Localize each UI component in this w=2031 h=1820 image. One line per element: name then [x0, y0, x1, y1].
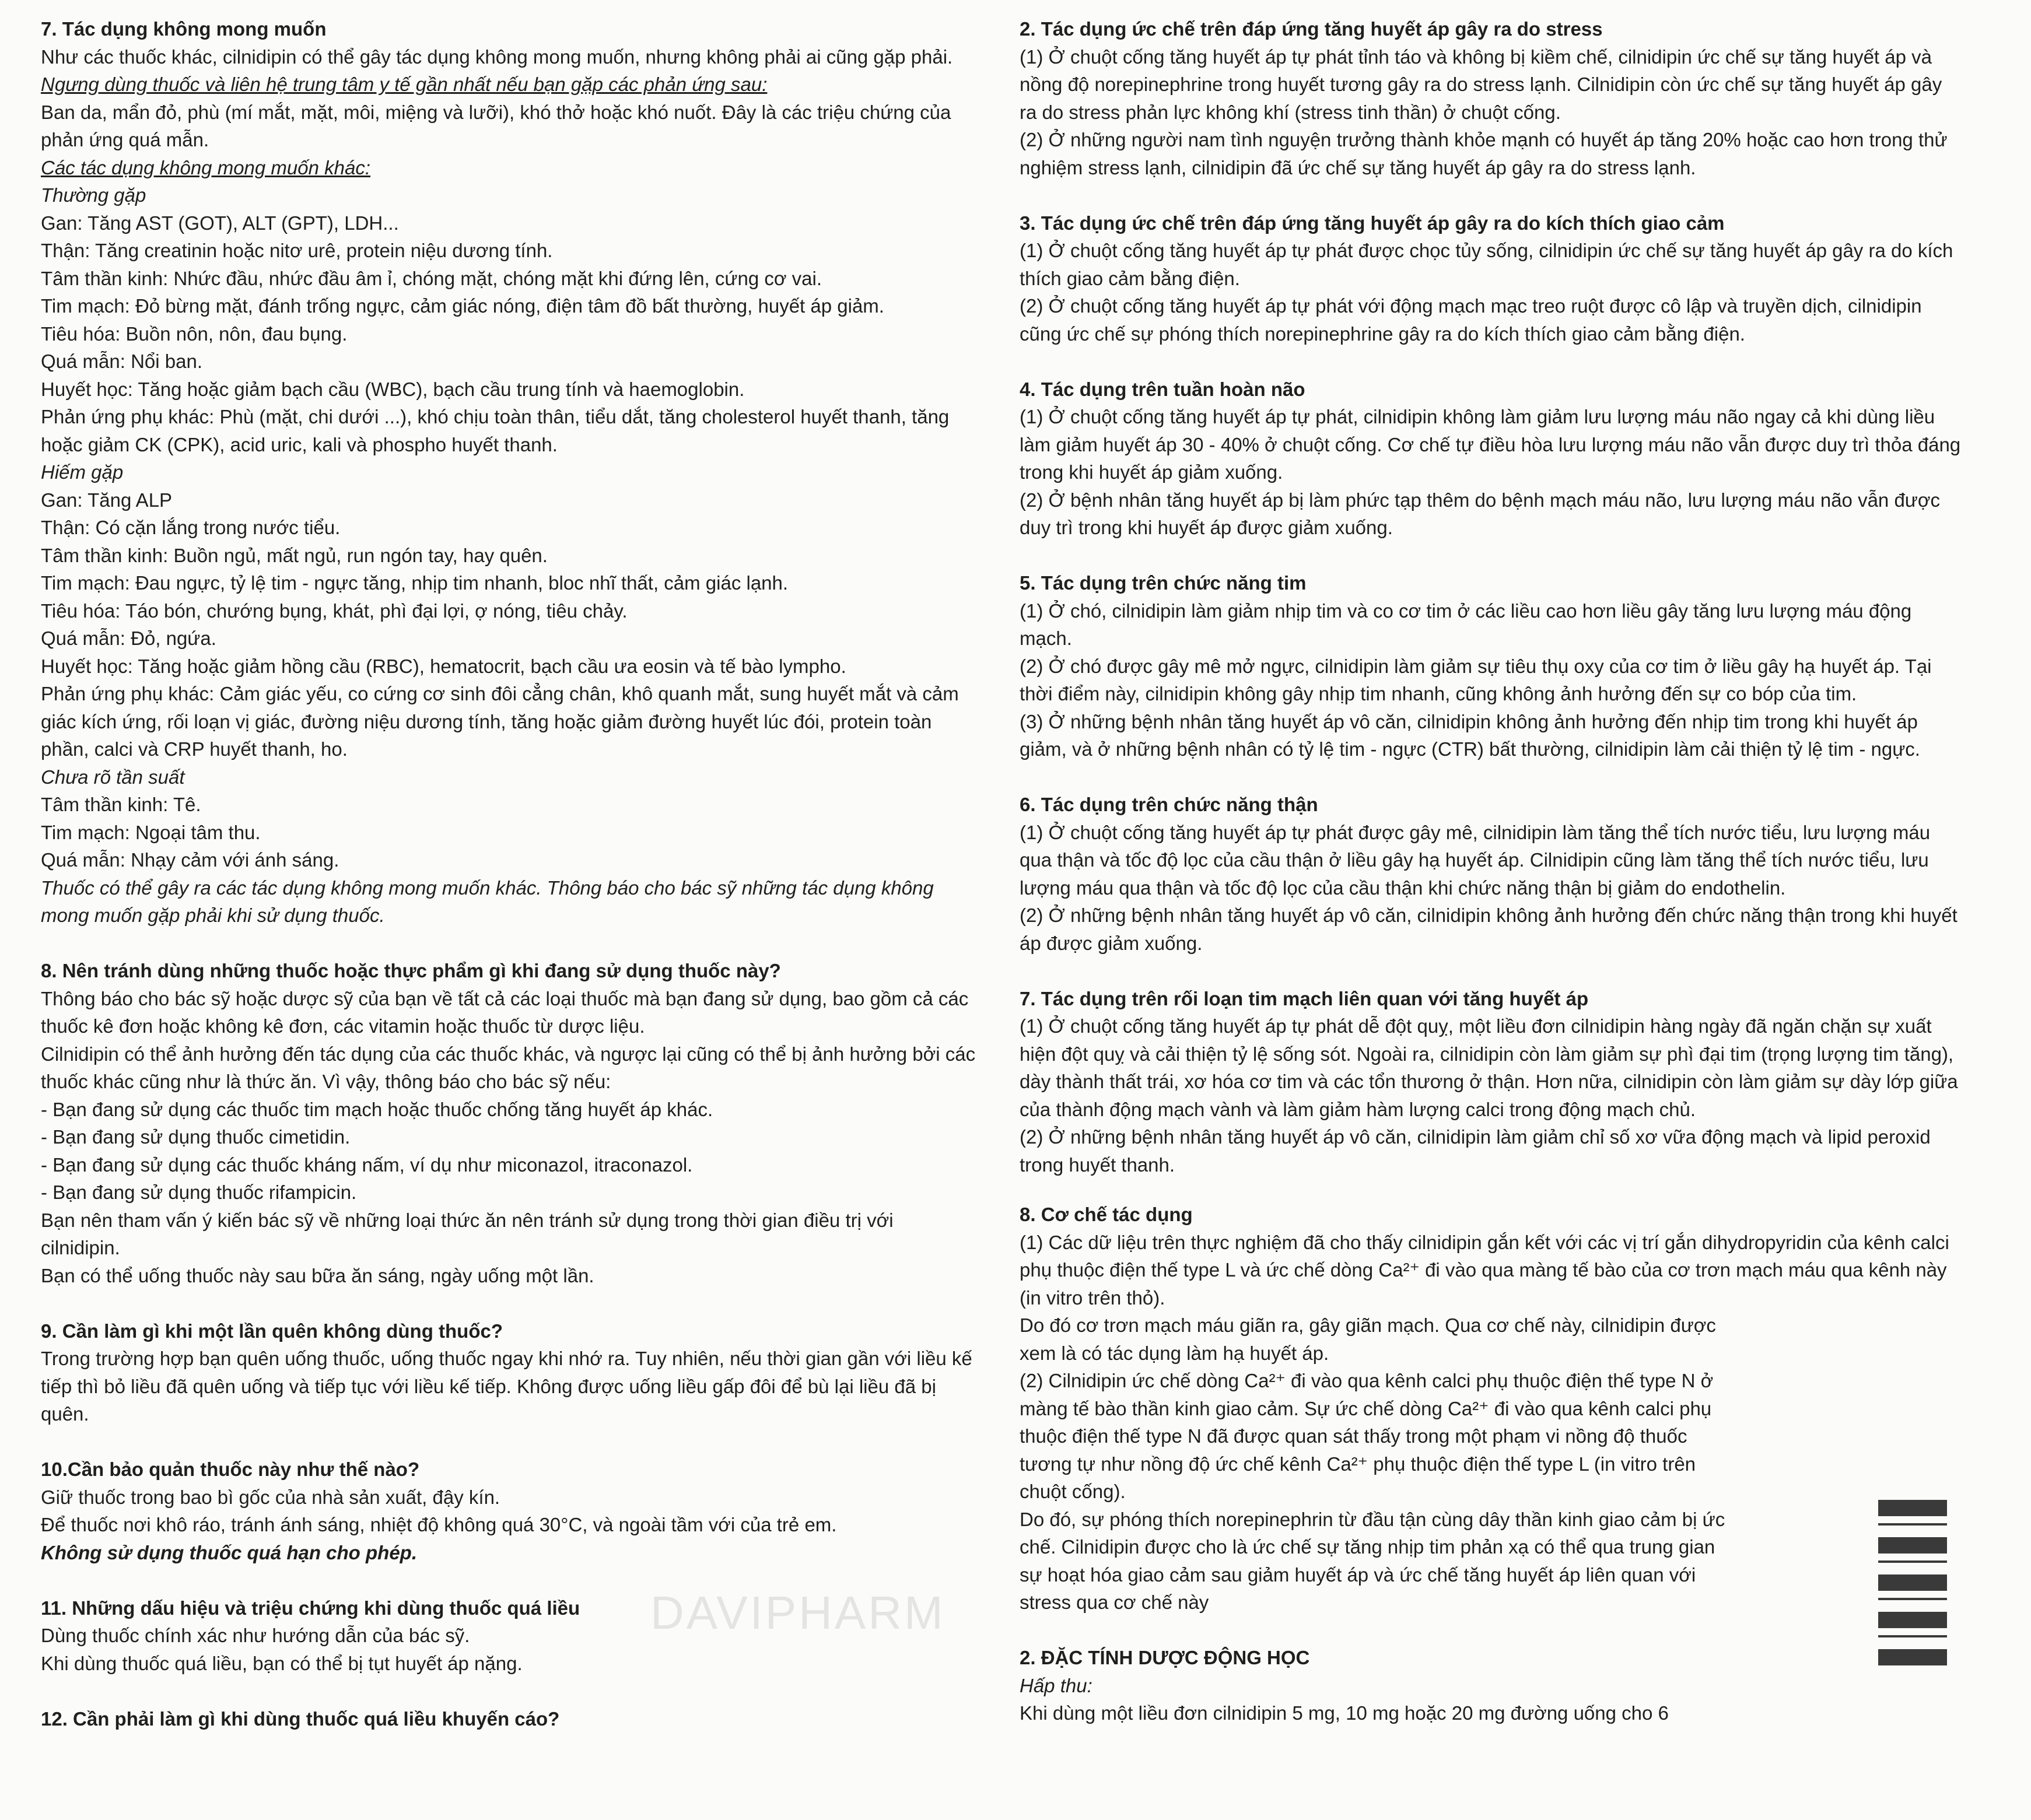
davipharm-watermark: DAVIPHARM — [650, 1587, 946, 1639]
underlined-subheading: Các tác dụng không mong muốn khác: — [41, 156, 371, 178]
bar-mark — [1878, 1598, 1947, 1600]
italic-subheading: Thường gặp — [41, 184, 146, 206]
paragraph: (1) Các dữ liệu trên thực nghiệm đã cho thấy cilnidipin gắn kết với các vị trí gắn dihydropyridin của kênh calci phụ thuộc điện thế type L và ức chế dòng Ca²⁺ đi vào qua màng tế bào của cơ trơn mạch máu qua kênh này (in vitro trên thỏ). — [1020, 1231, 1949, 1309]
section-heading: 12. Cần phải làm gì khi dùng thuốc quá liều khuyến cáo? — [41, 1707, 560, 1730]
paragraph: Gan: Tăng ALP — [41, 489, 173, 511]
paragraph: Phản ứng phụ khác: Phù (mặt, chi dưới ...), khó chịu toàn thân, tiểu dắt, tăng cholesterol huyết thanh, tăng hoặc giảm CK (CPK), acid uric, kali và phospho huyết thanh. — [41, 406, 950, 455]
underlined-subheading: Ngưng dùng thuốc và liên hệ trung tâm y tế gần nhất nếu bạn gặp các phản ứng sau: — [41, 73, 768, 95]
paragraph: Cilnidipin có thể ảnh hưởng đến tác dụng của các thuốc khác, và ngược lại cũng có thể bị ảnh hưởng bởi các thuốc khác cũng như là thức ăn. Vì vậy, thông báo cho bác sỹ nếu: — [41, 1043, 976, 1092]
section-heading: 6. Tác dụng trên chức năng thận — [1020, 794, 1318, 815]
paragraph: (2) Ở chuột cống tăng huyết áp tự phát với động mạch mạc treo ruột được cô lập và truyền dịch, cilnidipin cũng ức chế sự phóng thích norepinephrine gây ra do kích thích giao cảm bằng điện. — [1020, 295, 1922, 345]
paragraph: Tâm thần kinh: Tê. — [41, 794, 201, 815]
section-heading: 8. Nên tránh dùng những thuốc hoặc thực phẩm gì khi đang sử dụng thuốc này? — [41, 960, 781, 981]
section-heading: 7. Tác dụng không mong muốn — [41, 18, 327, 40]
paragraph: Quá mẫn: Nhạy cảm với ánh sáng. — [41, 849, 339, 871]
section-heading: 5. Tác dụng trên chức năng tim — [1020, 572, 1307, 594]
paragraph: Thận: Có cặn lắng trong nước tiểu. — [41, 517, 341, 538]
paragraph: Phản ứng phụ khác: Cảm giác yếu, co cứng cơ sinh đôi cẳng chân, khô quanh mắt, sung huyết mắt và cảm giác kích ứng, rối loạn vị giác, đường niệu dương tính, tăng hoặc giảm đường huyết lúc đói, protein toàn phần, calci và CRP huyết thanh, ho. — [41, 683, 959, 760]
section-heading: 7. Tác dụng trên rối loạn tim mạch liên quan với tăng huyết áp — [1020, 987, 1589, 1009]
bar-mark — [1878, 1560, 1947, 1563]
paragraph: - Bạn đang sử dụng các thuốc kháng nấm, ví dụ như miconazol, itraconazol. — [41, 1153, 693, 1176]
bar-mark — [1878, 1574, 1947, 1591]
section-heading: 8. Cơ chế tác dụng — [1020, 1204, 1193, 1225]
section-heading: 2. Tác dụng ức chế trên đáp ứng tăng huyết áp gây ra do stress — [1020, 18, 1603, 40]
italic-subheading: Thuốc có thể gây ra các tác dụng không mong muốn khác. Thông báo cho bác sỹ những tác dụng không mong muốn gặp phải khi sử dụng thuốc. — [41, 876, 934, 926]
bar-mark — [1878, 1635, 1947, 1637]
italic-subheading: Chưa rõ tần suất — [41, 766, 185, 788]
bar-mark — [1878, 1649, 1947, 1665]
paragraph: Tiêu hóa: Buồn nôn, nôn, đau bụng. — [41, 322, 348, 345]
section-heading: 10.Cần bảo quản thuốc này như thế nào? — [41, 1458, 420, 1480]
paragraph: Tâm thần kinh: Buồn ngủ, mất ngủ, run ngón tay, hay quên. — [41, 544, 548, 566]
paragraph: Bạn nên tham vấn ý kiến bác sỹ về những loại thức ăn nên tránh sử dụng trong thời gian điều trị với cilnidipin. — [41, 1209, 894, 1258]
paragraph: - Bạn đang sử dụng thuốc cimetidin. — [41, 1126, 351, 1148]
section-heading: 11. Những dấu hiệu và triệu chứng khi dùng thuốc quá liều — [41, 1597, 580, 1619]
spacer — [1020, 542, 1962, 570]
italic-subheading: Hấp thu: — [1020, 1674, 1092, 1696]
paragraph: Huyết học: Tăng hoặc giảm hồng cầu (RBC), hematocrit, bạch cầu ưa eosin và tế bào lympho. — [41, 655, 846, 677]
spacer — [41, 1677, 977, 1705]
spacer — [41, 1428, 977, 1456]
paragraph: (1) Ở chuột cống tăng huyết áp tự phát dễ đột quỵ, một liều đơn cilnidipin hàng ngày đã ngăn chặn sự xuất hiện đột quỵ và cải thiện tỷ lệ sống sót. Ngoài ra, cilnidipin còn làm giảm sự phì đại tim (trọng lượng tim tăng), dày thành thất trái, xơ hóa cơ tim và các tổn thương ở thận. Hơn nữa, cilnidipin còn làm giảm sự dày lớp giữa của thành động mạch vành và làm giảm hàm lượng calci trong động mạch chủ. — [1020, 1015, 1958, 1120]
paragraph: Bạn có thể uống thuốc này sau bữa ăn sáng, ngày uống một lần. — [41, 1264, 594, 1286]
warning-text: Không sử dụng thuốc quá hạn cho phép. — [41, 1541, 417, 1563]
paragraph: Tim mạch: Ngoại tâm thu. — [41, 821, 261, 843]
paragraph: Do đó cơ trơn mạch máu giãn ra, gây giãn mạch. Qua cơ chế này, cilnidipin được xem là có tác dụng làm hạ huyết áp. — [1020, 1314, 1716, 1364]
paragraph: Thận: Tăng creatinin hoặc nitơ urê, protein niệu dương tính. — [41, 240, 553, 261]
paragraph: Như các thuốc khác, cilnidipin có thể gây tác dụng không mong muốn, nhưng không phải ai cũng gặp phải. — [41, 45, 953, 68]
paragraph: (1) Ở chuột cống tăng huyết áp tự phát được gây mê, cilnidipin làm tăng thể tích nước tiểu, lưu lượng máu qua thận và tốc độ lọc của cầu thận ở liều gây hạ huyết áp. Cilnidipin cũng làm tăng thể tích nước tiểu, lưu lượng máu qua thận và tốc độ lọc của cầu thận khi chức năng thận bị giảm do endothelin. — [1020, 821, 1931, 899]
barcode-marks — [1878, 1500, 1947, 1672]
paragraph: (2) Cilnidipin ức chế dòng Ca²⁺ đi vào qua kênh calci phụ thuộc điện thế type N ở màng tế bào thần kinh giao cảm. Sự ức chế dòng Ca²⁺ đi vào qua kênh calci phụ thuộc điện thế type N đã được quan sát thấy trong một phạm vi nồng độ thuốc tương tự như nồng độ ức chế kênh Ca²⁺ phụ thuộc điện thế type L (in vitro trên chuột cống). — [1020, 1370, 1714, 1502]
bar-mark — [1878, 1500, 1947, 1516]
paragraph: (2) Ở những bệnh nhân tăng huyết áp vô căn, cilnidipin làm giảm chỉ số xơ vữa động mạch và lipid peroxid trong huyết thanh. — [1020, 1126, 1931, 1176]
right-column — [1020, 15, 1962, 1727]
paragraph: Ban da, mẩn đỏ, phù (mí mắt, mặt, môi, miệng và lưỡi), khó thở hoặc khó nuốt. Đây là các triệu chứng của phản ứng quá mẫn. — [41, 101, 951, 150]
paragraph: (1) Ở chó, cilnidipin làm giảm nhịp tim và co cơ tim ở các liều cao hơn liều gây tăng lưu lượng máu động mạch. — [1020, 599, 1912, 649]
paragraph: Huyết học: Tăng hoặc giảm bạch cầu (WBC), bạch cầu trung tính và haemoglobin. — [41, 378, 745, 400]
paragraph: Để thuốc nơi khô ráo, tránh ánh sáng, nhiệt độ không quá 30°C, và ngoài tầm với của trẻ em. — [41, 1514, 837, 1535]
spacer — [1020, 1616, 1962, 1644]
section-heading: 3. Tác dụng ức chế trên đáp ứng tăng huyết áp gây ra do kích thích giao cảm — [1020, 212, 1725, 234]
paragraph: (1) Ở chuột cống tăng huyết áp tự phát, cilnidipin không làm giảm lưu lượng máu não ngay cả khi dùng liều làm giảm huyết áp 30 - 40% ở chuột cống. Cơ chế tự điều hòa lưu lượng máu não vẫn được duy trì thỏa đáng trong khi huyết áp giảm xuống. — [1020, 406, 1961, 483]
paragraph: Tâm thần kinh: Nhức đầu, nhức đầu âm ỉ, chóng mặt, chóng mặt khi đứng lên, cứng cơ vai. — [41, 267, 822, 289]
paragraph: Tim mạch: Đau ngực, tỷ lệ tim - ngực tăng, nhịp tim nhanh, bloc nhĩ thất, cảm giác lạnh. — [41, 572, 789, 594]
paragraph: (2) Ở những bệnh nhân tăng huyết áp vô căn, cilnidipin không ảnh hưởng đến chức năng thận trong khi huyết áp được giảm xuống. — [1020, 904, 1958, 954]
spacer — [1020, 181, 1962, 209]
paragraph: Tiêu hóa: Táo bón, chướng bụng, khát, phì đại lợi, ợ nóng, tiêu chảy. — [41, 599, 628, 622]
paragraph: (2) Ở những người nam tình nguyện trưởng thành khỏe mạnh có huyết áp tăng 20% hoặc cao hơn trong thử nghiệm stress lạnh, cilnidipin đã ức chế sự tăng huyết áp gây ra do stress lạnh. — [1020, 129, 1948, 178]
spacer — [41, 1289, 977, 1317]
section-heading: 9. Cần làm gì khi một lần quên không dùng thuốc? — [41, 1320, 503, 1342]
section-heading: 4. Tác dụng trên tuần hoàn não — [1020, 378, 1305, 400]
left-column — [41, 15, 977, 1733]
spacer — [1020, 957, 1962, 985]
paragraph: Tim mạch: Đỏ bừng mặt, đánh trống ngực, cảm giác nóng, điện tâm đồ bất thường, huyết áp giảm. — [41, 295, 884, 317]
paragraph: Quá mẫn: Nổi ban. — [41, 350, 202, 372]
paragraph: - Bạn đang sử dụng thuốc rifampicin. — [41, 1181, 357, 1203]
paragraph: (1) Ở chuột cống tăng huyết áp tự phát được chọc tủy sống, cilnidipin ức chế sự tăng huyết áp gây ra do kích thích giao cảm bằng điện. — [1020, 240, 1953, 289]
paragraph: Trong trường hợp bạn quên uống thuốc, uống thuốc ngay khi nhớ ra. Tuy nhiên, nếu thời gian gần với liều kế tiếp thì bỏ liều đã quên uống và tiếp tục với liều kế tiếp. Không được uống liều gấp đôi để bù lại liều đã bị quên. — [41, 1348, 972, 1425]
bar-mark — [1878, 1523, 1947, 1526]
spacer — [41, 930, 977, 958]
paragraph: Quá mẫn: Đỏ, ngứa. — [41, 627, 216, 649]
paragraph: Gan: Tăng AST (GOT), ALT (GPT), LDH... — [41, 212, 399, 234]
paragraph: Khi dùng một liều đơn cilnidipin 5 mg, 10 mg hoặc 20 mg đường uống cho 6 — [1020, 1702, 1669, 1724]
paragraph: Khi dùng thuốc quá liều, bạn có thể bị tụt huyết áp nặng. — [41, 1652, 523, 1674]
spacer — [1020, 1179, 1962, 1201]
bar-mark — [1878, 1612, 1947, 1628]
bar-mark — [1878, 1537, 1947, 1554]
spacer — [1020, 348, 1962, 376]
paragraph: - Bạn đang sử dụng các thuốc tim mạch hoặc thuốc chống tăng huyết áp khác. — [41, 1098, 713, 1120]
paragraph: Dùng thuốc chính xác như hướng dẫn của bác sỹ. — [41, 1625, 470, 1646]
paragraph: (3) Ở những bệnh nhân tăng huyết áp vô căn, cilnidipin không ảnh hưởng đến nhịp tim trong khi huyết áp giảm, và ở những bệnh nhân có tỷ lệ tim - ngực (CTR) bất thường, cilnidipin làm cải thiện tỷ lệ tim - ngực. — [1020, 710, 1920, 760]
paragraph: (2) Ở chó được gây mê mở ngực, cilnidipin làm giảm sự tiêu thụ oxy của cơ tim ở liều gây hạ huyết áp. Tại thời điểm này, cilnidipin không gây nhịp tim nhanh, cũng không ảnh hưởng đến sự co bóp của tim. — [1020, 655, 1932, 704]
paragraph: (2) Ở bệnh nhân tăng huyết áp bị làm phức tạp thêm do bệnh mạch máu não, lưu lượng máu não vẫn được duy trì trong khi huyết áp được giảm xuống. — [1020, 489, 1941, 538]
spacer — [1020, 763, 1962, 791]
paragraph: Thông báo cho bác sỹ hoặc dược sỹ của bạn về tất cả các loại thuốc mà bạn đang sử dụng, bao gồm cả các thuốc kê đơn hoặc không kê đơn, các vitamin hoặc thuốc từ dược liệu. — [41, 987, 969, 1037]
italic-subheading: Hiếm gặp — [41, 461, 124, 483]
paragraph: (1) Ở chuột cống tăng huyết áp tự phát tỉnh táo và không bị kiềm chế, cilnidipin ức chế sự tăng huyết áp và nồng độ norepinephrine trong huyết tương gây ra do stress lạnh. Cilnidipin còn ức chế sự tăng huyết áp gây ra do stress phản lực không khí (stress tinh thần) ở chuột cống. — [1020, 45, 1942, 123]
section-heading: 2. ĐẶC TÍNH DƯỢC ĐỘNG HỌC — [1020, 1647, 1310, 1668]
paragraph: Giữ thuốc trong bao bì gốc của nhà sản xuất, đậy kín. — [41, 1486, 500, 1508]
paragraph: Do đó, sự phóng thích norepinephrin từ đầu tận cùng dây thần kinh giao cảm bị ức chế. Cilnidipin được cho là ức chế sự tăng nhịp tim phản xạ có thể qua trung gian sự hoạt hóa giao cảm sau giảm huyết áp và ức chế tăng huyết áp liên quan với stress qua cơ chế này — [1020, 1508, 1725, 1613]
